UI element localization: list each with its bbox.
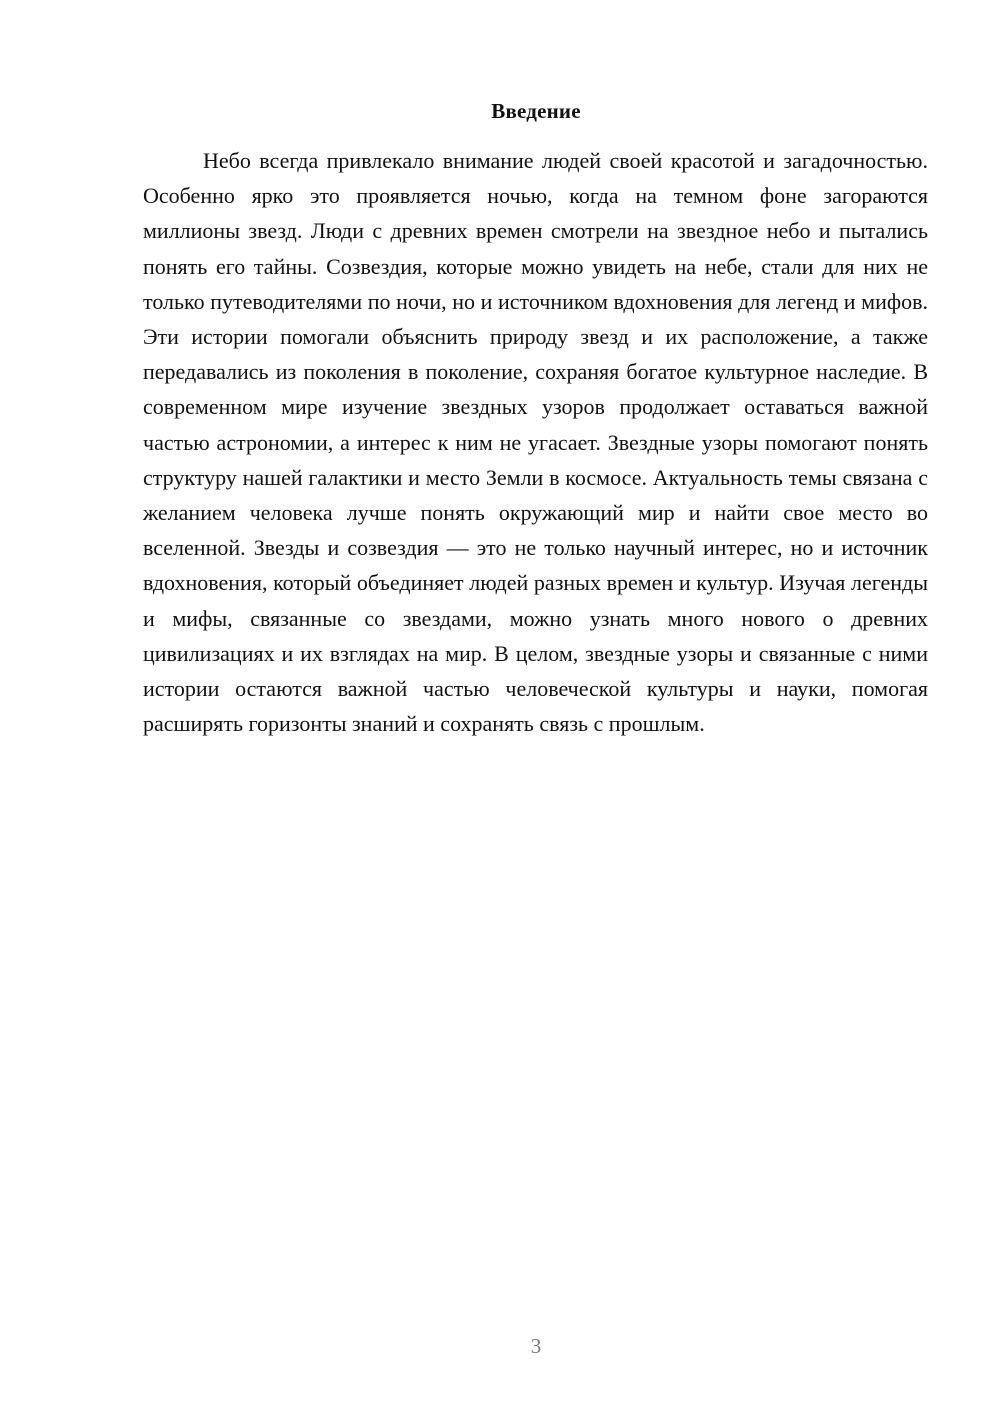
body-paragraph: Небо всегда привлекало внимание людей своей красотой и загадочностью. Особенно ярко это проявляется ночью, когда на темном фоне загораются миллионы звезд. Люди с древних времен смотрели на звездное небо и пытались понять его тайны. Созвездия, которые можно увидеть на небе, стали для них не только путеводителями по ночи, но и источником вдохновения для легенд и мифов. Эти истории помогали объяснить природу звезд и их расположение, а также передавались из поколения в поколение, сохраняя богатое культурное наследие. В современном мире изучение звездных узоров продолжает оставаться важной частью астрономии, а интерес к ним не угасает. Звездные узоры помогают понять структуру нашей галактики и место Земли в космосе. Актуальность темы связана с желанием человека лучше понять окружающий мир и найти свое место во вселенной. Звезды и созвездия — это не только научный интерес, но и источник вдохновения, который объединяет людей разных времен и культур. Изучая легенды и мифы, связанные со звездами, можно узнать много нового о древних цивилизациях и их взглядах на мир. В целом, звездные узоры и связанные с ними истории остаются важной частью человеческой культуры и науки, помогая расширять горизонты знаний и сохранять связь с прошлым. <box>143 148 928 737</box>
section-heading: Введение <box>491 99 581 123</box>
page-number: 3 <box>530 1334 542 1358</box>
